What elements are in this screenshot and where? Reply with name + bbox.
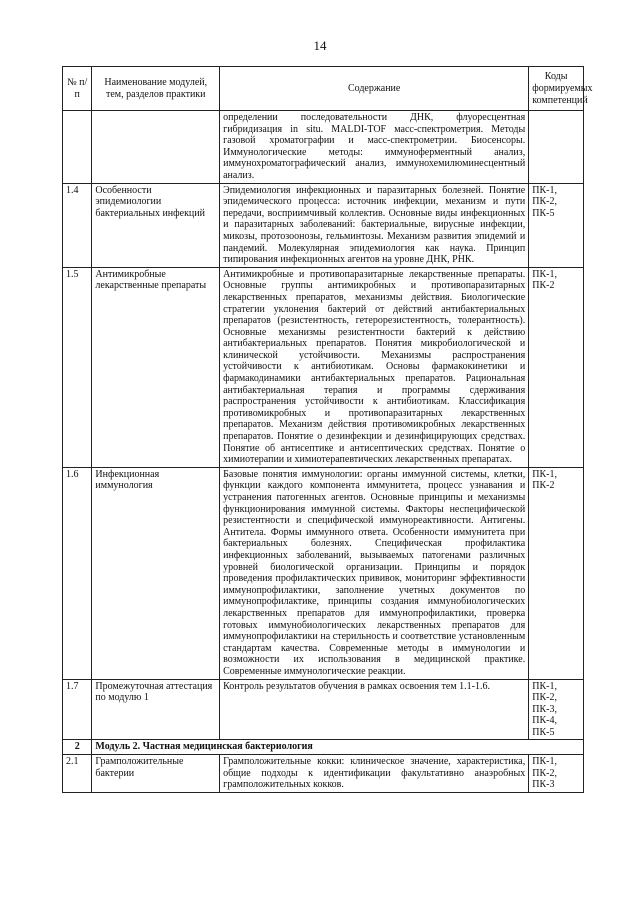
module-title: Модуль 2. Частная медицинская бактериология	[92, 740, 584, 755]
row-content: Антимикробные и противопаразитарные лекарственные препараты. Основные группы антимикробных и противопаразитарных лекарственных препаратов, механизмы действия. Биологические стратегии уклонения бактерий от действий антибактериальных препаратов (резистентность, гетерорезистентность, толерантность). Основные механизмы резистентности бактерий к действию антибактериальных препаратов. Понятия микробиологической и клинической устойчивости. Механизмы распространения устойчивости к антибиотикам. Основы фармакокинетики и фармакодинамики антибактериальных препаратов. Рациональная антибактериальная терапия и программы сдерживания распространения устойчивости к антибиотикам. Классификация противомикробных и противопаразитарных лекарственных препаратов. Механизм действия противомикробных лекарственных препаратов. Понятие о дезинфекции и дезинфицирующих средствах. Понятие об антисептике и антисептических средствах. Понятие о химиотерапии и химиотерапевтических лекарственных препаратах.	[220, 267, 529, 467]
row-content: Грамположительные кокки: клиническое значение, характеристика, общие подходы к идентификации факультативно анаэробных грамположительных кокков.	[220, 755, 529, 793]
row-codes: ПК-1, ПК-2	[529, 267, 584, 467]
row-codes: ПК-1, ПК-2, ПК-3, ПК-4, ПК-5	[529, 679, 584, 740]
table-row	[63, 467, 584, 679]
header-codes: Коды формируемых компетенций	[529, 67, 584, 111]
row-num: 2.1	[63, 755, 92, 793]
competency-table	[62, 66, 593, 793]
table-header-row	[63, 67, 584, 111]
row-name	[92, 111, 220, 184]
row-num	[63, 111, 92, 184]
row-name: Особенности эпидемиологии бактериальных инфекций	[92, 183, 220, 267]
table-row	[63, 755, 584, 793]
row-num: 1.7	[63, 679, 92, 740]
row-codes	[529, 111, 584, 184]
row-codes: ПК-1, ПК-2	[529, 467, 584, 679]
row-content: Контроль результатов обучения в рамках освоения тем 1.1-1.6.	[220, 679, 529, 740]
row-name: Инфекционная иммунология	[92, 467, 220, 679]
page-number: 14	[313, 38, 327, 53]
row-content: Эпидемиология инфекционных и паразитарных болезней. Понятие эпидемического процесса: источник инфекции, механизм и пути передачи, восприимчивый коллектив. Основные виды инфекционных и паразитарных заболеваний: бактериальные, вирусные инфекции, микозы, протозоонозы, гельминтозы. Механизм развития эпидемий и пандемий. Молекулярная эпидемиология как наука. Принцип типирования инфекционных агентов на уровне ДНК, РНК.	[220, 183, 529, 267]
row-name: Антимикробные лекарственные препараты	[92, 267, 220, 467]
row-num: 1.5	[63, 267, 92, 467]
row-codes: ПК-1, ПК-2, ПК-3	[529, 755, 584, 793]
row-codes: ПК-1, ПК-2, ПК-5	[529, 183, 584, 267]
table-row	[63, 267, 584, 467]
table-row	[63, 111, 584, 184]
header-content: Содержание	[220, 67, 529, 111]
row-content: определении последовательности ДНК, флуоресцентная гибридизация in situ. MALDI-TOF масс-спектрометрия. Методы газовой хроматографии и масс-спектрометрии. Биосенсоры. Иммунологические методы: иммуноферментный анализ, иммунохроматографический анализ, иммунохемилюминесцентный анализ.	[220, 111, 529, 184]
header-name: Наименование модулей, тем, разделов практики	[92, 67, 220, 111]
module-num: 2	[63, 740, 92, 755]
header-num: № п/п	[63, 67, 92, 111]
table-row	[63, 183, 584, 267]
row-content: Базовые понятия иммунологии: органы иммунной системы, клетки, функции каждого компонента иммунитета, процесс узнавания и устранения патогенных агентов. Основные принципы и механизмы функционирования иммунной системы. Факторы неспецифической резистентности и специфической иммунореактивности. Антигены. Антитела. Формы иммунного ответа. Особенности иммунитета при бактериальных болезнях. Специфическая профилактика инфекционных заболеваний, вызываемых патогенами различных уровней биологической организации. Принципы и порядок проведения профилактических прививок, мониторинг эффективности иммунопрофилактики, заполнение учетных документов по иммунопрофилактике, принципы создания иммунобиологических лекарственных препаратов для иммунопрофилактики, проверка готовых иммунобиологических лекарственных препаратов для иммунопрофилактики на стерильность и соответствие установленным стандартам качества. Современные методы в иммунологии и возможности их использования в медицинской практике. Современные иммунологические реакции.	[220, 467, 529, 679]
module-row	[63, 740, 584, 755]
row-num: 1.6	[63, 467, 92, 679]
row-num: 1.4	[63, 183, 92, 267]
row-name: Грамположительные бактерии	[92, 755, 220, 793]
row-name: Промежуточная аттестация по модулю 1	[92, 679, 220, 740]
table-row	[63, 679, 584, 740]
